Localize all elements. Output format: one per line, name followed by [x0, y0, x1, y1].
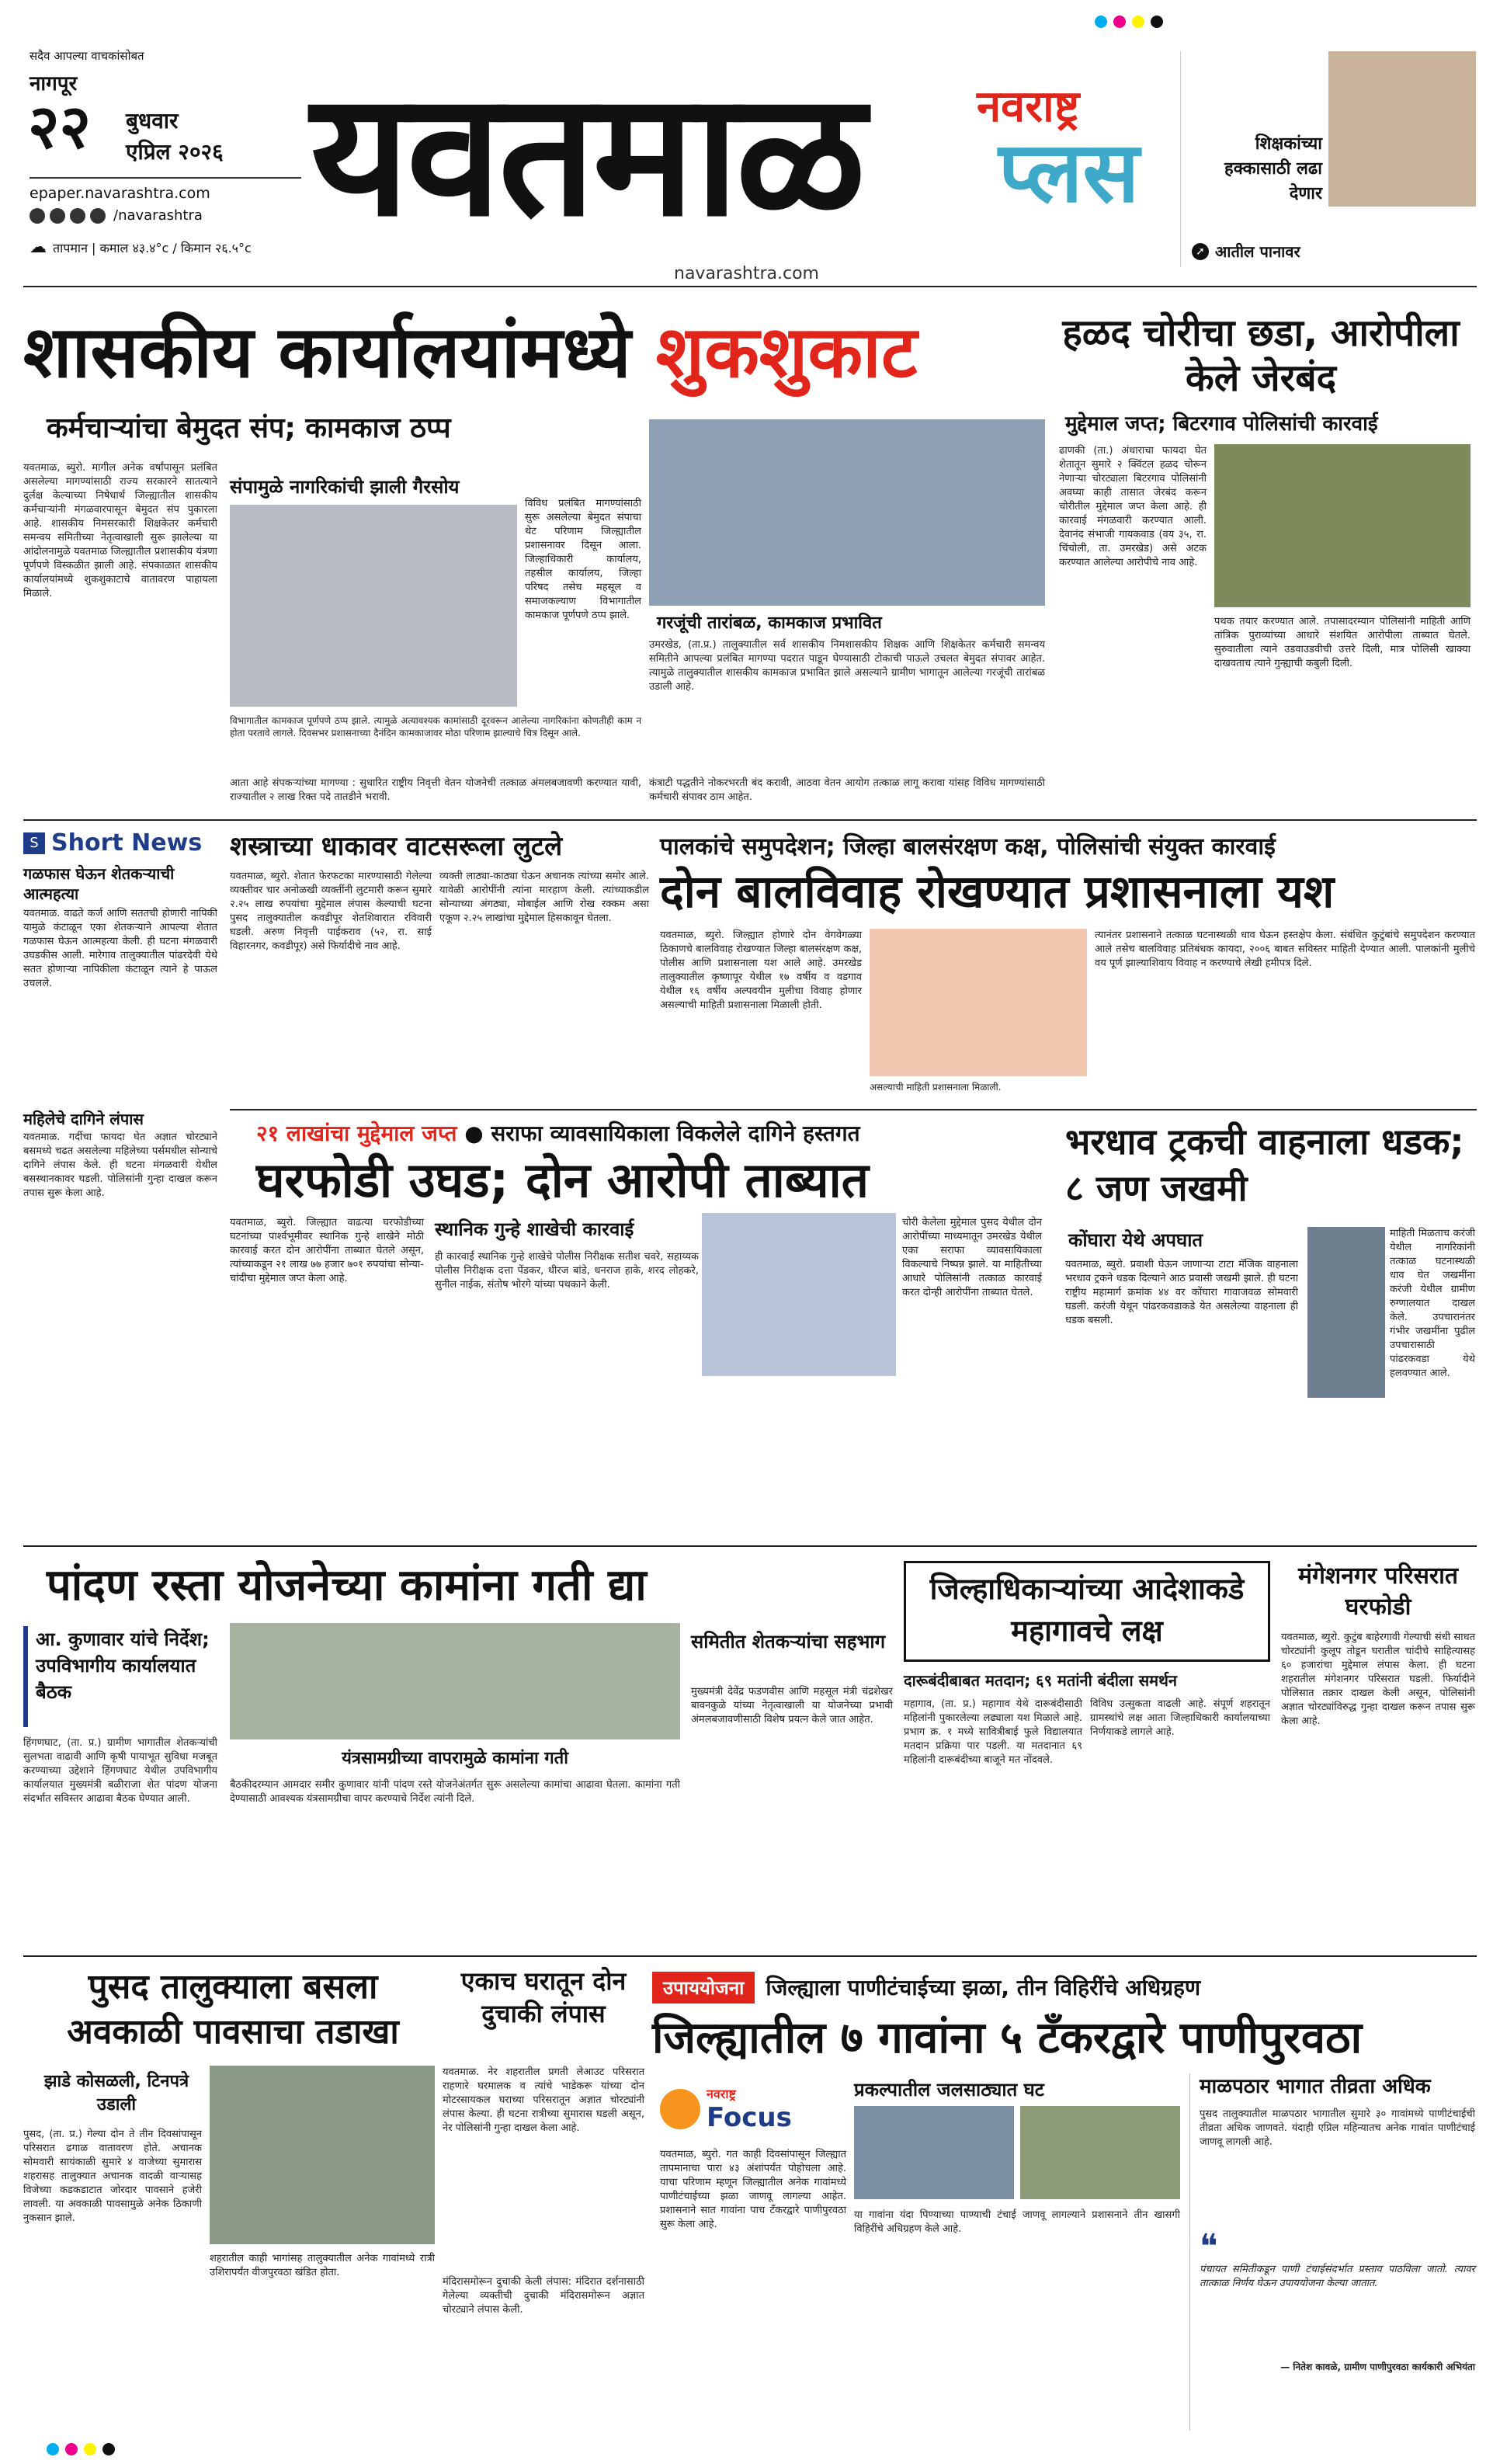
pusad-rain-headline: पुसद तालुक्याला बसला अवकाळी पावसाचा तडाखा: [67, 1967, 399, 2052]
bikes-headline: एकाच घरातून दोन दुचाकी लंपास: [460, 1966, 627, 2028]
divider-1: [23, 819, 1477, 821]
water-photo-1: [854, 2106, 1014, 2199]
truck-headline: भरधाव ट्रकची वाहनाला धडक; ८ जण जखमी: [1065, 1121, 1464, 1209]
water-quote: पंचायत समितीकडून पाणी टंचाईसंदर्भात प्रस्ताव पाठविला जातो. त्यावर तात्काळ निर्णय घेऊन उपाययोजना केल्या जातात.: [1200, 2264, 1475, 2289]
haldi-headline: हळद चोरीचा छडा, आरोपीला केले जेरबंद: [1062, 311, 1460, 400]
registration-marks-bottom: [47, 2443, 115, 2455]
lead-subhead: कर्मचाऱ्यांचा बेमुदत संप; कामकाज ठप्प: [47, 412, 451, 444]
lead-side-note: विविध प्रलंबित मागण्यांसाठी सुरू असलेल्या बेमुदत संपाचा थेट परिणाम जिल्ह्यातील प्रशासनावर दिसून आला. जिल्हाधिकारी कार्यालय, तहसील कार्यालय, जिल्हा परिषद तसेच महसूल व समाजकल्याण विभागातील कामकाज पूर्णपणे ठप्प झाले.: [525, 498, 641, 621]
focus-brand: नवराष्ट्र: [707, 2087, 736, 2101]
short-news-1-body: यवतमाळ. वाढते कर्ज आणि सततची होणारी नापिकी यामुळे कंटाळून एका शेतकऱ्याने आपल्या शेतात गळफास घेऊन आत्महत्या केली. ही घटना मंगळवारी उघडकीस आली. मारेगाव तालुक्यातील पांढरदेवी येथे सतत होणाऱ्या नापिकीला कंटाळून त्याने हे पाऊल उचलले.: [23, 908, 217, 989]
burglary-illustration: [702, 1213, 896, 1376]
water-kicker-label: उपाययोजना: [652, 1972, 755, 2004]
collector-body-2: विविध उत्सुकता वाढली आहे. संपूर्ण शहरातून ग्रामस्थांचे लक्ष आता जिल्हाधिकारी कार्यालयाच्या निर्णयाकडे लागले आहे.: [1090, 1698, 1270, 1738]
burglary-body-3: चोरी केलेला मुद्देमाल पुसद येथील दोन आरोपींच्या माध्यमातून उमरखेड येथील एका सराफा व्यावसायिकाला विकल्याचे निष्पन्न झाले. या माहितीच्या आधारे पोलिसांनी तत्काळ कारवाई करत दोन्ही आरोपींना ताब्यात घेतले.: [902, 1217, 1042, 1298]
focus-badge: [660, 2078, 839, 2140]
lead-photo-2-caption: गरजूंची तारांबळ, कामकाज प्रभावित: [657, 613, 882, 633]
water-photo-title: प्रकल्पातील जलसाठ्यात घट: [854, 2079, 1044, 2101]
short-news-title: Short News: [51, 829, 203, 857]
haldi-body: ढाणकी (ता.) अंधाराचा फायदा घेत शेतातून सुमारे २ क्विंटल हळद चोरून नेणाऱ्या चोरट्याला बिटरगाव पोलिसांनी अवघ्या काही तासात जेरबंद करून चोरीतील मुद्देमाल जप्त केला आहे. ही कारवाई मंगळवारी करण्यात आली. देवानंद संभाजी गायकवाड (वय ३५, रा. चिंचोली, ता. उमरखेड) असे अटक करण्यात आलेल्या आरोपीचे नाव आहे.: [1059, 445, 1207, 568]
water-photo-row: [854, 2106, 1180, 2199]
lead-headline-b: शुकशुकाट: [655, 311, 918, 394]
lead-body-4: कंत्राटी पद्धतीने नोकरभरती बंद करावी, आठवा वेतन आयोग तत्काळ लागू करावा यांसह विविध मागण्यांसाठी कर्मचारी संपावर ठाम आहेत.: [649, 777, 1045, 803]
mangeshnagar-body: यवतमाळ, ब्युरो. कुटुंब बाहेरगावी गेल्याची संधी साधत चोरट्यांनी कुलूप तोडून घरातील चांदीचे साहित्यासह ६० हजारांचा मुद्देमाल लंपास केला. ही घटना शहरातील मंगेशनगर परिसरात घडली. फिर्यादीने पोलिसात तक्रार दाखल केली असून, पोलिसांनी अज्ञात चोरट्यांविरुद्ध गुन्हा दाखल करून तपास सुरू केला आहे.: [1281, 1632, 1475, 1727]
truck-photo: [1307, 1227, 1385, 1398]
weekday: बुधवार: [126, 108, 179, 134]
month-year: एप्रिल २०२६: [126, 139, 224, 165]
divider-3: [23, 1545, 1477, 1547]
header-divider: [30, 177, 301, 179]
promo-box[interactable]: [1180, 51, 1475, 267]
road-body-3: मुख्यमंत्री देवेंद्र फडणवीस आणि महसूल मंत्री चंद्रशेखर बावनकुळे यांच्या नेतृत्वाखाली या योजनेच्या प्रभावी अंमलबजावणीसाठी विशेष प्रयत्न केले जात आहेत.: [691, 1686, 893, 1725]
road-headline: पांदण रस्ता योजनेच्या कामांना गती द्या: [47, 1560, 647, 1611]
collector-box: [904, 1561, 1270, 1662]
short-news-header: [23, 829, 202, 857]
short-news-2-body: यवतमाळ. गर्दीचा फायदा घेत अज्ञात चोरट्याने बसमध्ये चढत असलेल्या महिलेच्या पर्समधील सोन्याचे दागिने लंपास केले. ही घटना मंगळवारी येथील बसस्थानकावर घडली. पोलिसांनी गुन्हा दाखल करून तपास सुरू केला आहे.: [23, 1131, 217, 1199]
arrow-icon: ➚: [1192, 243, 1209, 260]
promo-photo: [1328, 51, 1476, 207]
child-illustration: [870, 929, 1087, 1076]
road-body: हिंगणघाट, (ता. प्र.) ग्रामीण भागातील शेतकऱ्यांची सुलभता वाढावी आणि कृषी पायाभूत सुविधा मजबूत करण्याच्या उद्देशाने हिंगणघाट येथील उपविभागीय कार्यालयात मुख्यमंत्री बळीराजा शेत पांदण योजना संदर्भात सविस्तर आढावा बैठक घेण्यात आली.: [23, 1737, 217, 1805]
website[interactable]: navarashtra.com: [674, 264, 819, 283]
burglary-kicker-a: २१ लाखांचा मुद्देमाल जप्त: [256, 1121, 457, 1146]
child-caption: असल्याची माहिती प्रशासनाला मिळाली.: [870, 1082, 1002, 1093]
collector-body: महागाव, (ता. प्र.) महागाव येथे दारूबंदीसाठी महिलांनी पुकारलेल्या लढ्याला यश मिळाले आहे. प्रभाग क्र. १ मध्ये सावित्रीबाई फुले विद्यालयात मतदान प्रक्रिया पार पडली. या मतदानात ६९ महिलांनी दारूबंदीच्या बाजूने मत नोंदवले.: [904, 1698, 1082, 1766]
pusad-rain-body: पुसद, (ता. प्र.) गेल्या दोन ते तीन दिवसांपासून परिसरात ढगाळ वातावरण होते. अचानक सोमवारी सायंकाळी सुमारे ४ वाजेच्या सुमारास शहरासह तालुक्यात अचानक वादळी वाऱ्यासह विजेच्या कडकडाटात जोरदार पावसाने हजेरी लावली. या अवकाळी पावसामुळे अनेक ठिकाणी नुकसान झाले.: [23, 2129, 202, 2224]
haldi-subhead: मुद्देमाल जप्त; बिटरगाव पोलिसांची कारवाई: [1065, 412, 1378, 436]
masthead-header: [0, 0, 1500, 289]
truck-body: यवतमाळ, ब्युरो. प्रवाशी घेऊन जाणाऱ्या टाटा मॅजिक वाहनाला भरधाव ट्रकने धडक दिल्याने आठ प्रवासी जखमी झाले. ही घटना राष्ट्रीय महामार्ग क्रमांक ४४ वर कोंघारा गावाजवळ सोमवारी घडली. करंजी येथून पांढरकवडाकडे येत असलेल्या वाहनाला ही धडक बसली.: [1065, 1259, 1298, 1326]
water-body-2: या गावांना यंदा पिण्याच्या पाण्याची टंचाई जाणवू लागल्याने प्रशासनाने तीन खासगी विहिरींचे अधिग्रहण केले आहे.: [854, 2209, 1180, 2235]
water-side-body: पुसद तालुक्यातील माळपठार भागातील सुमारे ३० गावांमध्ये पाणीटंचाईची तीव्रता अधिक जाणवते. यंदाही एप्रिल महिन्यातच अनेक गावांत पाणीटंचाई जाणवू लागली आहे.: [1200, 2108, 1475, 2148]
divider-4: [23, 1955, 1477, 1957]
collector-subhead: दारूबंदीबाबत मतदान; ६९ मतांनी बंदीला समर्थन: [904, 1671, 1177, 1690]
registration-marks-top: [1095, 16, 1163, 28]
burglary-panel-title: स्थानिक गुन्हे शाखेची कारवाई: [435, 1218, 634, 1240]
pusad-rain-body-2: शहरातील काही भागांसह तालुक्यातील अनेक गावांमध्ये रात्री उशिरापर्यंत वीजपुरवठा खंडित होता.: [210, 2253, 435, 2278]
twitter-icon[interactable]: [50, 208, 65, 224]
burglary-body: यवतमाळ, ब्युरो. जिल्ह्यात वाढत्या घरफोडीच्या घटनांच्या पार्श्वभूमीवर स्थानिक गुन्हे शाखेने मोठी कारवाई करत दोन आरोपींना ताब्यात घेतले असून, त्यांच्याकडून २१ लाख ७७ हजार ७०१ रुपयांचा सोन्या-चांदीचा मुद्देमाल जप्त केला आहे.: [230, 1217, 424, 1284]
lead-photo-title: संपामुळे नागरिकांची झाली गैरसोय: [230, 476, 460, 498]
burglary-kicker-b: सराफा व्यावसायिकाला विकलेले दागिने हस्तगत: [491, 1121, 860, 1146]
short-news-2-title: महिलेचे दागिने लंपास: [23, 1110, 144, 1128]
child-body-2: त्यानंतर प्रशासनाने तत्काळ घटनास्थळी धाव घेऊन हस्तक्षेप केला. संबंधित कुटुंबांचे समुपदेशन करण्यात आले तसेच बालविवाह प्रतिबंधक कायदा, २००६ बाबत सविस्तर माहिती देण्यात आली. पालकांनी मुलीचे वय पूर्ण झाल्याशिवाय विवाह न करण्याचे लेखी हमीपत्र दिले.: [1095, 930, 1475, 969]
child-kicker: पालकांचे समुपदेशन; जिल्हा बालसंरक्षण कक्ष, पोलिसांची संयुक्त कारवाई: [660, 833, 1276, 860]
haldi-body-2: पथक तयार करण्यात आले. तपासादरम्यान पोलिसांनी माहिती आणि तांत्रिक पुराव्यांच्या आधारे संशयित आरोपीला ताब्यात घेतले. सुरुवातीला त्याने उडवाउडवीची उत्तरे दिली, मात्र पोलिसी खाक्या दाखवताच त्याने गुन्ह्याची कबुली दिली.: [1214, 616, 1470, 669]
pusad-rain-photo: [210, 2066, 435, 2244]
truck-body-2: माहिती मिळताच करंजी येथील नागरिकांनी तत्काळ घटनास्थळी धाव घेत जखमींना करंजी येथील ग्रामीण रुग्णालयात दाखल केले. उपचारानंतर गंभीर जखमींना पुढील उपचारासाठी पांढरकवडा येथे हलवण्यात आले.: [1390, 1228, 1475, 1379]
weapon-body: यवतमाळ, ब्युरो. शेतात फेरफटका मारण्यासाठी गेलेल्या व्यक्तीवर चार अनोळखी व्यक्तींनी लुटमारी करून सुमारे २.२५ लाख रुपयांचा मुद्देमाल लंपास केल्याची घटना पुसद तालुक्यातील कवडीपूर शेतशिवारात रविवारी घडली. अरुण निवृत्ती पाईकराव (५२, रा. साई विहारनगर, कवडीपूर) असे फिर्यादीचे नाव आहे.: [230, 871, 432, 952]
masthead-title: यवतमाळ: [311, 55, 863, 254]
water-kicker-bar: [652, 1969, 1475, 2005]
bikes-body-2: मंदिरासमोरून दुचाकी केली लंपास: मंदिरात दर्शनासाठी गेलेल्या व्यक्तीची दुचाकी मंदिरासमोरून अज्ञात चोरट्याने लंपास केली.: [443, 2276, 644, 2316]
bullet-icon: ●: [464, 1121, 491, 1146]
lead-headline: [23, 311, 1048, 396]
bikes-body: यवतमाळ. नेर शहरातील प्रगती लेआउट परिसरात राहणारे घरमालक व त्यांचे भाडेकरू यांच्या दोन मोटरसायकल घराच्या परिसरातून अज्ञात चोरट्यांनी लंपास केल्या. ही घटना रात्रीच्या सुमारास घडली असून, नेर पोलिसांनी गुन्हा दाखल केला आहे.: [443, 2066, 644, 2134]
lead-body-2: उमरखेड, (ता.प्र.) तालुक्यातील सर्व शासकीय निमशासकीय शिक्षक आणि शिक्षकेतर कर्मचारी समन्वय समितीने आपल्या प्रलंबित मागण्या पदरात पाडून घेण्यासाठी टोकाची पाऊले उचलत बेमुदत संपावर आहेत. त्यामुळे तालुक्यातील शासकीय कामकाज प्रभावित झाले असल्याने ग्रामीण भागातून आलेल्या गरजूंची तारांबळ उडाली आहे.: [649, 639, 1045, 693]
youtube-icon[interactable]: [90, 208, 106, 224]
weapon-body-2: व्यक्ती लाठ्या-काठ्या घेऊन अचानक त्यांच्या समोर आले. यावेळी आरोपींनी त्यांना मारहाण केली. त्यांच्याकडील सोन्याच्या अंगठ्या, मोबाईल आणि रोख रक्कम असा एकूण २.२५ लाखांचा मुद्देमाल हिसकावून घेतला.: [439, 871, 649, 924]
short-news-icon: S: [23, 832, 45, 854]
weather-icon: ☁: [30, 238, 47, 257]
water-body: यवतमाळ, ब्युरो. गत काही दिवसांपासून जिल्ह्यात तापमानाचा पारा ४३ अंशांपर्यंत पोहोचला आहे. याचा परिणाम म्हणून जिल्ह्यातील अनेक गावांमध्ये पाणीटंचाईच्या झळा जाणवू लागल्या आहेत. प्रशासनाने सात गावांना पाच टँकरद्वारे पाणीपुरवठा सुरू केला आहे.: [660, 2149, 846, 2230]
weather-row: [30, 238, 252, 257]
focus-icon: [660, 2089, 700, 2129]
burglary-kicker: [256, 1118, 1040, 1148]
truck-subhead: कोंघारा येथे अपघात: [1068, 1229, 1203, 1251]
burglary-body-2: ही कारवाई स्थानिक गुन्हे शाखेचे पोलीस निरीक्षक सतीश चवरे, सहाय्यक पोलीस निरीक्षक दत्ता पेंडकर, धीरज बांडे, धनराज हाके, शरद लोहकरे, सुनील नाईक, संतोष भोरगे यांच्या पथकाने केली.: [435, 1251, 699, 1291]
tagline: सदैव आपल्या वाचकांसोबत: [30, 49, 144, 63]
child-body: यवतमाळ, ब्युरो. जिल्ह्यात होणारे दोन वेगवेगळ्या ठिकाणचे बालविवाह रोखण्यात जिल्हा बालसंरक्षण कक्ष, पोलीस आणि प्रशासनाला यश आले आहे. उमरखेड तालुक्यातील कृष्णापूर येथील १७ वर्षीय व वडगाव येथील १६ वर्षीय अल्पवयीन मुलीचा विवाह होणार असल्याची माहिती प्रशासनाला मिळाली होती.: [660, 930, 862, 1011]
lead-photo-caption: विभागातील कामकाज पूर्णपणे ठप्प झाले. त्यामुळे अत्यावश्यक कामांसाठी दूरवरून आलेल्या नागरिकांना कोणतीही काम न होता परतावे लागले. दिवसभर प्रशासनाच्या दैनंदिन कामकाजावर मोठा परिणाम झाल्याचे चित्र दिसून आले.: [230, 715, 641, 739]
water-kicker: जिल्ह्याला पाणीटंचाईच्या झळा, तीन विहिरींचे अधिग्रहण: [766, 1975, 1201, 2000]
water-side-title: माळपठार भागात तीव्रता अधिक: [1200, 2075, 1431, 2098]
promo-author-row: [1192, 241, 1300, 262]
promo-author: आतील पानावर: [1215, 242, 1300, 261]
short-news-box: [23, 829, 217, 1199]
short-news-1-title: गळफास घेऊन शेतकऱ्याची आत्महत्या: [23, 864, 175, 903]
road-side-box: [23, 1626, 217, 1727]
weapon-headline: शस्त्राच्या धाकावर वाटसरूला लुटले: [230, 831, 563, 862]
lead-body-3: आता आहे संपकऱ्यांच्या मागण्या : सुधारित राष्ट्रीय निवृत्ती वेतन योजनेची तत्काळ अंमलबजावणी करण्यात यावी, राज्यातील २ लाख रिक्त पदे तातडीने भरावी.: [230, 777, 641, 803]
lead-photo-2: [649, 419, 1045, 606]
water-photo-2: [1020, 2106, 1180, 2199]
focus-label: Focus: [707, 2102, 792, 2133]
water-quote-author: — नितेश कावळे, ग्रामीण पाणीपुरवठा कार्यकारी अभियंता: [1280, 2361, 1475, 2372]
burglary-headline: घरफोडी उघड; दोन आरोपी ताब्यात: [256, 1152, 869, 1208]
brand-top: नवराष्ट्र: [977, 82, 1080, 132]
city: नागपूर: [30, 72, 78, 96]
road-body-2: बैठकीदरम्यान आमदार समीर कुणावार यांनी पांदण रस्ते योजनेअंतर्गत सुरू असलेल्या कामांचा आढावा घेतला. कामांना गती देण्यासाठी आवश्यक यंत्रसामग्रीचा वापर करण्याचे निर्देश त्यांनी दिले.: [230, 1779, 680, 1805]
lead-body-1: यवतमाळ, ब्युरो. मागील अनेक वर्षांपासून प्रलंबित असलेल्या मागण्यांसाठी राज्य सरकारने सातत्याने दुर्लक्ष केल्याच्या निषेधार्थ जिल्ह्यातील शासकीय कर्मचाऱ्यांनी मंगळवारपासून बेमुदत संप पुकारला आहे. शासकीय निमसरकारी शिक्षकेतर कर्मचारी समन्वय समितीच्या नेतृत्वाखाली सुरू झालेल्या या आंदोलनामुळे यवतमाळ जिल्ह्यातील प्रशासकीय यंत्रणा पूर्णपणे विस्कळीत झाली आहे. संपकाळात शासकीय कार्यालयांमध्ये शुकशुकाटाचे वातावरण पाहायला मिळाले.: [23, 462, 217, 599]
epaper-link[interactable]: epaper.navarashtra.com: [30, 185, 210, 202]
divider-2: [230, 1109, 1477, 1110]
haldi-photo: [1214, 444, 1470, 607]
collector-headline: जिल्हाधिकाऱ्यांच्या आदेशाकडे महागावचे लक्ष: [929, 1572, 1245, 1648]
brand-plus: प्लस: [998, 124, 1140, 221]
mangeshnagar-headline: मंगेशनगर परिसरात घरफोडी: [1298, 1562, 1458, 1621]
water-headline: जिल्ह्यातील ७ गावांना ५ टँकरद्वारे पाणीपुरवठा: [652, 2013, 1363, 2063]
header-rule: [23, 286, 1477, 287]
pusad-rain-subhead: झाडे कोसळली, टिनपत्रे उडाली: [43, 2072, 189, 2115]
instagram-icon[interactable]: [70, 208, 85, 224]
road-photo: [230, 1623, 680, 1739]
road-photo-caption: यंत्रसामग्रीच्या वापरामुळे कामांना गती: [342, 1749, 568, 1768]
quote-icon: ❝: [1200, 2227, 1218, 2267]
lead-headline-a: शासकीय कार्यालयांमध्ये: [23, 311, 631, 394]
social-icons[interactable]: [30, 208, 203, 224]
facebook-icon[interactable]: [30, 208, 45, 224]
weather-text: तापमान | कमाल ४३.४°c / किमान २६.५°c: [53, 240, 252, 255]
road-side-title: आ. कुणावार यांचे निर्देश; उपविभागीय कार्यालयात बैठक: [36, 1628, 210, 1703]
water-side-box: [1189, 2073, 1475, 2431]
lead-photo: [230, 505, 517, 707]
date-day: २२: [28, 92, 92, 162]
promo-text: शिक्षकांच्या हक्कासाठी लढा देणार: [1224, 134, 1322, 203]
child-headline: दोन बालविवाह रोखण्यात प्रशासनाला यश: [660, 865, 1335, 918]
road-panel: समितीत शेतकऱ्यांचा सहभाग: [691, 1631, 886, 1653]
social-handle[interactable]: /navarashtra: [113, 207, 203, 224]
